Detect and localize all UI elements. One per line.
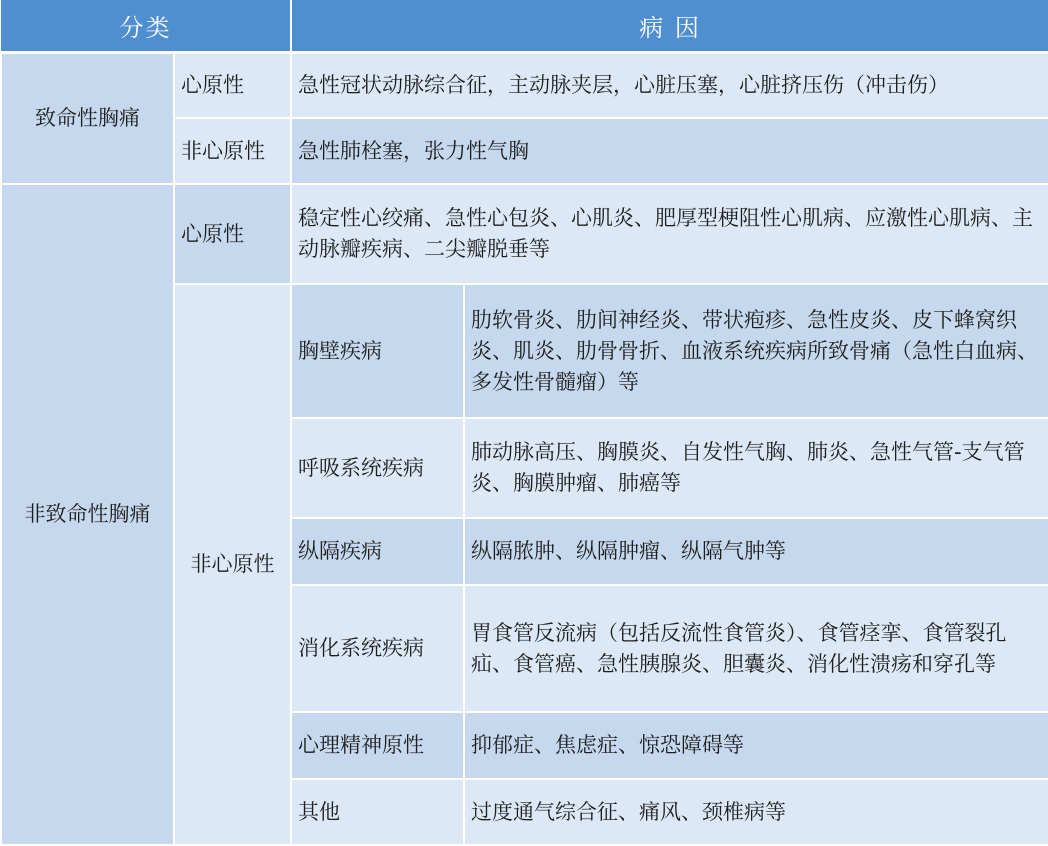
fatal-noncardiac-label: 非心原性 <box>174 118 291 184</box>
nonfatal-cardiac-label: 心原性 <box>174 184 291 284</box>
subcategory-cause: 胃食管反流病（包括反流性食管炎）、食管痉挛、食管裂孔疝、食管癌、急性胰腺炎、胆囊炎、消化性溃疡和穿孔等 <box>464 585 1048 712</box>
table-row <box>1 52 1048 118</box>
subcategory-cause: 纵隔脓肿、纵隔肿瘤、纵隔气肿等 <box>464 518 1048 585</box>
table-row <box>1 184 1048 284</box>
nonfatal-chest-pain-label: 非致命性胸痛 <box>1 184 174 845</box>
nonfatal-noncardiac-label: 非心原性 <box>174 284 291 845</box>
subcategory-label: 呼吸系统疾病 <box>291 418 464 518</box>
subcategory-cause: 肋软骨炎、肋间神经炎、带状疱疹、急性皮炎、皮下蜂窝织炎、肌炎、肋骨骨折、血液系统疾病所致骨痛（急性白血病、多发性骨髓瘤）等 <box>464 284 1048 418</box>
subcategory-label: 其他 <box>291 779 464 845</box>
fatal-cardiac-cause: 急性冠状动脉综合征，主动脉夹层，心脏压塞，心脏挤压伤（冲击伤） <box>291 52 1048 118</box>
fatal-chest-pain-label: 致命性胸痛 <box>1 52 174 184</box>
subcategory-cause: 肺动脉高压、胸膜炎、自发性气胸、肺炎、急性气管-支气管炎、胸膜肿瘤、肺癌等 <box>464 418 1048 518</box>
fatal-noncardiac-cause: 急性肺栓塞，张力性气胸 <box>291 118 1048 184</box>
fatal-cardiac-label: 心原性 <box>174 52 291 118</box>
subcategory-cause: 过度通气综合征、痛风、颈椎病等 <box>464 779 1048 845</box>
header-cause: 病 因 <box>291 0 1048 52</box>
subcategory-label: 纵隔疾病 <box>291 518 464 585</box>
header-category: 分类 <box>1 0 291 52</box>
subcategory-cause: 抑郁症、焦虑症、惊恐障碍等 <box>464 712 1048 779</box>
subcategory-label: 心理精神原性 <box>291 712 464 779</box>
header-row <box>1 0 1048 52</box>
subcategory-label: 胸壁疾病 <box>291 284 464 418</box>
subcategory-label: 消化系统疾病 <box>291 585 464 712</box>
nonfatal-cardiac-cause: 稳定性心绞痛、急性心包炎、心肌炎、肥厚型梗阻性心肌病、应激性心肌病、主动脉瓣疾病、二尖瓣脱垂等 <box>291 184 1048 284</box>
